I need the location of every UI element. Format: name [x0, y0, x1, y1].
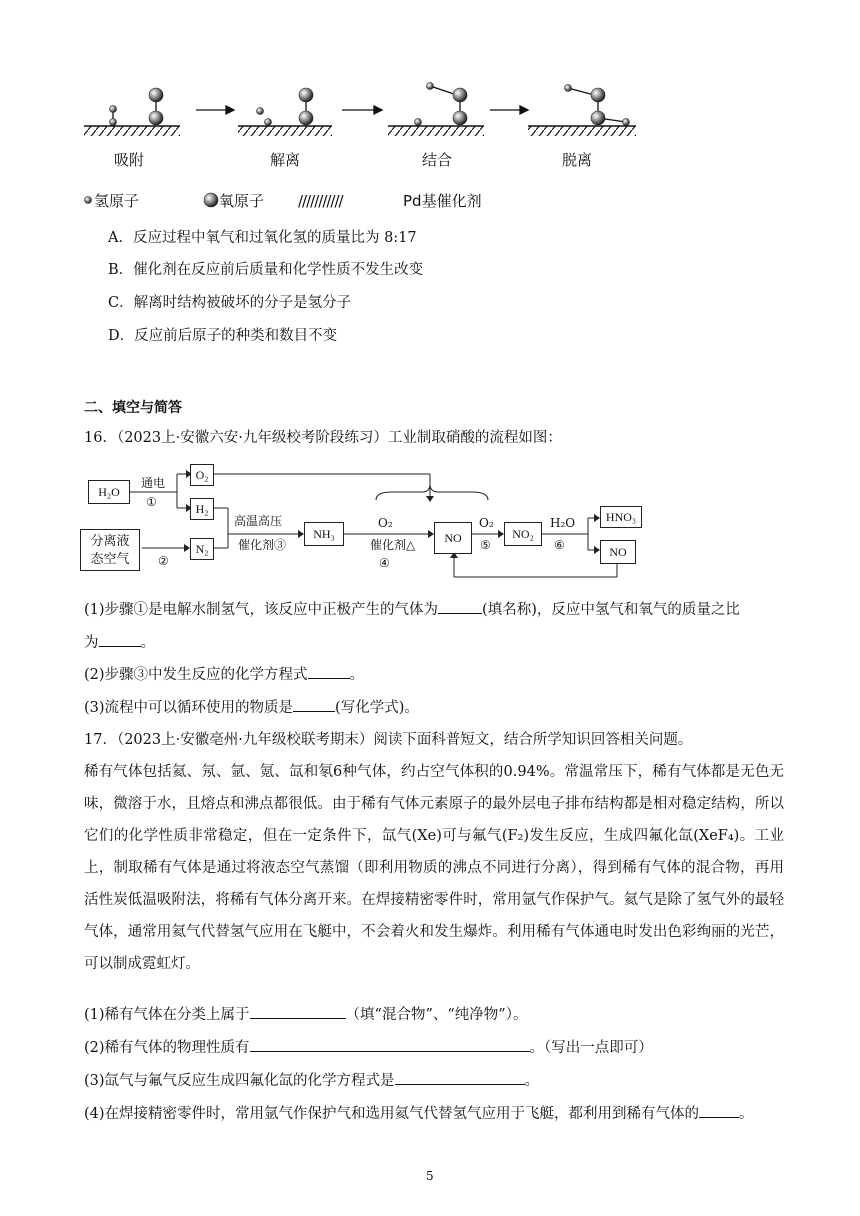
- q16-part1-cont: [84, 632, 155, 653]
- box-o2: O₂: [190, 464, 214, 486]
- step6-num: ⑥: [554, 538, 565, 552]
- stage-label: 吸附: [114, 151, 145, 169]
- stage-dissociation: [257, 88, 314, 126]
- legend-hatch: ///////////: [298, 192, 343, 210]
- q16-part2-text-a: (2)步骤③中发生反应的化学方程式: [84, 667, 308, 683]
- q16-part1-text-a: (1)步骤①是电解水制氢气，该反应中正极产生的气体为: [84, 602, 439, 618]
- q16-part1-text-d: 。: [140, 635, 155, 651]
- q17-part2-text-a: (2)稀有气体的物理性质有: [84, 1040, 250, 1056]
- step3-top: 高温高压: [234, 514, 283, 528]
- step5-o2: O₂: [479, 516, 494, 530]
- q16-part1-text-c: 为: [84, 635, 99, 651]
- q16-part3-text-b: (写化学式)。: [335, 700, 419, 716]
- q17-part3: [84, 1070, 539, 1091]
- step5-num: ⑤: [480, 538, 491, 552]
- answer-blank[interactable]: [293, 697, 335, 712]
- box-no: NO: [434, 522, 472, 554]
- stage-label: 解离: [270, 151, 301, 169]
- catalyst-surfaces: [84, 126, 636, 136]
- q17-part1: [84, 1004, 527, 1025]
- box-hno3: HNO₃: [600, 506, 642, 528]
- q17-passage: 稀有气体包括氦、氖、氩、氪、氙和氡6种气体，约占空气体积的0.94%。常温常压下，稀有气体都是无色无味，微溶于水，且熔点和沸点都很低。由于稀有气体元素原子的最外层电子排布结构都是相对稳定结构，所以它们的化学性质非常稳定，但在一定条件下，氙气(Xe)可与氟气(F₂)发生反应，生成四氟化氙(XeF₄)。工业上，制取稀有气体是通过将液态空气蒸馏（即利用物质的沸点不同进行分离），得到稀有气体的混合物，再用活性炭低温吸附法，将稀有气体分离开来。在焊接精密零件时，常用氩气作保护气。氦气是除了氢气外的最轻气体，通常用氦气代替氢气应用在飞艇中，不会着火和发生爆炸。利用稀有气体通电时发出色彩绚丽的光芒，可以制成霓虹灯。: [84, 764, 784, 972]
- box-h2o: H₂O: [88, 480, 130, 504]
- answer-blank[interactable]: [250, 1037, 530, 1052]
- box-h2: H₂: [190, 498, 214, 520]
- box-no2: NO₂: [504, 522, 542, 546]
- q16-part1: [84, 599, 740, 620]
- answer-blank[interactable]: [395, 1070, 525, 1085]
- option-c: C．解离时结构被破坏的分子是氢分子: [108, 295, 352, 311]
- option-b: B．催化剂在反应前后质量和化学性质不发生改变: [108, 262, 424, 278]
- q16-part2: [84, 664, 364, 685]
- box-n2: N₂: [190, 538, 214, 560]
- q17-part1-text-b: （填“混合物”、“纯净物”）。: [345, 1007, 528, 1023]
- legend-catalyst-label: Pd基催化剂: [403, 192, 482, 210]
- q16-part2-text-b: 。: [349, 667, 365, 683]
- q16-part1-text-b: (填名称)，反应中氢气和氧气的质量之比: [482, 602, 740, 618]
- answer-blank[interactable]: [699, 1103, 739, 1118]
- section-title: 二、填空与简答: [84, 400, 182, 416]
- legend-hydrogen-icon: [85, 197, 92, 204]
- legend-hydrogen-label: 氢原子: [94, 192, 140, 210]
- q17-part1-text-a: (1)稀有气体在分类上属于: [84, 1007, 250, 1023]
- stage-adsorption: [110, 88, 164, 126]
- q17-part4: [84, 1103, 754, 1124]
- answer-blank[interactable]: [250, 1004, 346, 1019]
- step4-num: ④: [379, 556, 390, 570]
- q17-stem: 17．（2023上·安徽亳州·九年级校联考期末）阅读下面科普短文，结合所学知识回答相关问题。: [84, 732, 693, 748]
- step1-label: 通电: [141, 476, 166, 490]
- step3-bottom: 催化剂③: [238, 538, 287, 552]
- q17-part4-text-b: 。: [739, 1106, 754, 1122]
- legend-oxygen-label: 氧原子: [219, 192, 265, 210]
- stage-arrows: [196, 106, 528, 114]
- q16-part3: [84, 697, 419, 718]
- q17-part2: [84, 1037, 653, 1058]
- stage-desorption: [565, 85, 630, 126]
- page-number: 5: [426, 1169, 434, 1183]
- q17-part2-text-b: 。（写出一点即可）: [529, 1040, 653, 1056]
- step6-h2o: H₂O: [550, 516, 576, 530]
- stage-label: 脱离: [562, 151, 593, 169]
- q16-stem: 16．（2023上·安徽六安·九年级校考阶段练习）工业制取硝酸的流程如图：: [84, 430, 562, 446]
- option-d: D．反应前后原子的种类和数目不变: [108, 328, 338, 344]
- answer-blank[interactable]: [308, 664, 350, 679]
- box-no-out: NO: [600, 540, 636, 564]
- step4-o2: O₂: [378, 516, 393, 530]
- q17-part4-text-a: (4)在焊接精密零件时，常用氩气作保护气和选用氦气代替氢气应用于飞艇，都利用到稀有气体的: [84, 1106, 700, 1122]
- catalysis-figure: [80, 80, 660, 215]
- q17-part3-text-b: 。: [524, 1073, 540, 1089]
- step2-num: ②: [158, 554, 169, 568]
- stage-combination: [415, 83, 468, 126]
- q16-part3-text-a: (3)流程中可以循环使用的物质是: [84, 700, 294, 716]
- option-a: A．反应过程中氧气和过氧化氢的质量比为 8:17: [108, 230, 417, 246]
- step1-num: ①: [146, 495, 157, 509]
- q17-part3-text-a: (3)氙气与氟气反应生成四氟化氙的化学方程式是: [84, 1073, 395, 1089]
- answer-blank[interactable]: [438, 599, 482, 614]
- legend-oxygen-icon: [204, 193, 218, 207]
- step4-catalyst: 催化剂△: [370, 538, 416, 552]
- stage-label: 结合: [422, 151, 453, 169]
- answer-blank[interactable]: [99, 632, 141, 647]
- box-nh3: NH₃: [304, 522, 344, 546]
- box-air: 分离液态空气: [80, 529, 140, 571]
